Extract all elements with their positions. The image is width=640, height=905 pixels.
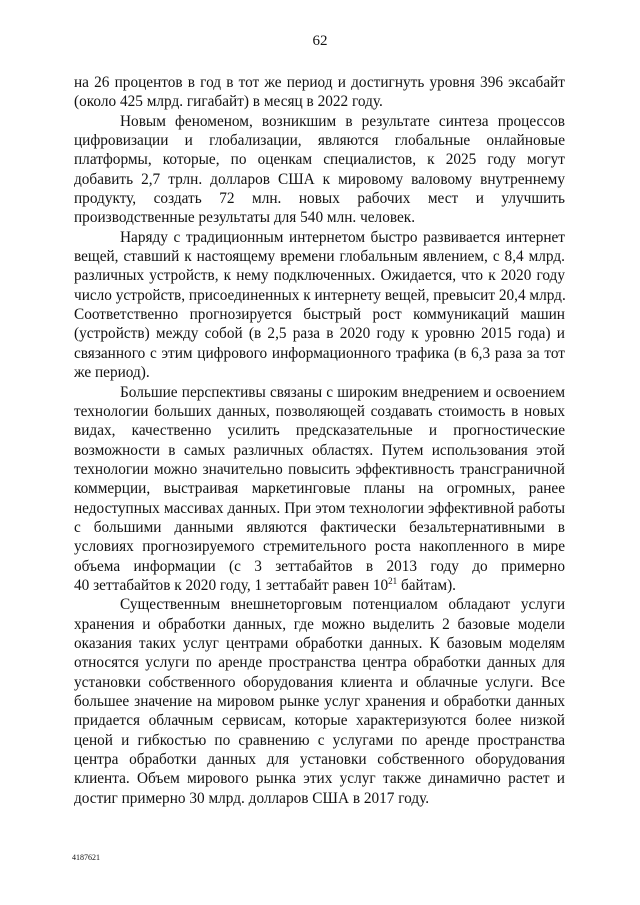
text-line: связанного с этим цифрового информационного трафика (в 6,3 раза за тот — [74, 344, 565, 362]
paragraph — [74, 73, 565, 112]
text-line: с большими данными являются фактически безальтернативными в — [74, 518, 565, 536]
text-line: платформы, которые, по оценкам специалистов, к 2025 году могут — [74, 151, 565, 169]
text-line: Новым феноменом, возникшим в результате синтеза процессов — [120, 112, 565, 130]
text-line: объема информации (с 3 зеттабайтов в 2013 году до примерно — [74, 557, 565, 575]
text-line: продукту, создать 72 млн. новых рабочих мест и улучшить — [74, 190, 565, 208]
superscript-exponent: 21 — [388, 575, 398, 586]
text-line: добавить 2,7 трлн. долларов США к мировому валовому внутреннему — [74, 170, 565, 188]
paragraph — [74, 112, 565, 228]
text-line: цифровизации и глобализации, являются глобальные онлайновые — [74, 132, 565, 150]
paragraph — [74, 228, 565, 383]
document-body — [74, 73, 565, 808]
text-line: видах, качественно усилить предсказательные и прогностические — [74, 422, 565, 440]
text-line — [74, 576, 565, 595]
text-line: (около 425 млрд. гигабайт) в месяц в 2022 году. — [74, 93, 383, 111]
text-line: ценой и гибкостью по сравнению с услугами по аренде пространства — [74, 731, 565, 749]
text-line: Большие перспективы связаны с широким внедрением и освоением — [120, 383, 565, 401]
paragraph — [74, 383, 565, 596]
text-fragment: 40 зеттабайтов к 2020 году, 1 зеттабайт равен 10 — [74, 576, 389, 594]
document-id: 4187621 — [72, 853, 100, 862]
text-line: центра обработки данных для установки собственного оборудования — [74, 751, 565, 769]
text-line: технологии больших данных, позволяющей создавать стоимость в новых — [74, 402, 565, 420]
text-line: коммерции, выстраивая маркетинговые планы на огромных, ранее — [74, 480, 565, 498]
text-line: Соответственно прогнозируется быстрый рост коммуникаций машин — [74, 306, 565, 324]
text-line: установки собственного оборудования клиента и облачные услуги. Все — [74, 673, 565, 691]
paragraph — [74, 595, 565, 808]
text-line: технологии можно значительно повысить эффективность трансграничной — [74, 460, 565, 478]
text-line: производственные результаты для 540 млн. человек. — [74, 209, 416, 227]
text-line: хранения и обработки данных, где можно выделить 2 базовые модели — [74, 615, 565, 633]
text-line: большее значение на мировом рынке услуг хранения и обработки данных — [74, 693, 565, 710]
text-line: относятся услуги по аренде пространства центра обработки данных для — [74, 654, 565, 672]
text-line: Существенным внешнеторговым потенциалом обладают услуги — [120, 596, 565, 614]
text-line: вещей, ставший к настоящему времени глобальным явлением, с 8,4 млрд. — [74, 248, 565, 266]
text-line: достиг примерно 30 млрд. долларов США в 2017 году. — [74, 789, 430, 807]
text-line: Наряду с традиционным интернетом быстро развивается интернет — [120, 228, 565, 246]
text-line: различных устройств, к нему подключенных. Ожидается, что к 2020 году — [74, 267, 565, 285]
text-line: число устройств, присоединенных к интернету вещей, превысит 20,4 млрд. — [74, 286, 566, 304]
page-number: 62 — [312, 33, 328, 49]
text-fragment: байтам). — [397, 576, 456, 594]
text-line: недоступных массивах данных. При этом технологии эффективной работы — [74, 499, 565, 517]
text-line: возможности в самых различных областях. Путем использования этой — [74, 441, 565, 459]
text-line: оказания таких услуг центрами обработки данных. К базовым моделям — [74, 634, 565, 652]
text-line: клиента. Объем мирового рынка этих услуг также динамично растет и — [74, 770, 565, 788]
text-line: придается облачным сервисам, которые характеризуются более низкой — [74, 712, 565, 730]
text-line: (устройств) между собой (в 2,5 раза в 2020 году к уровню 2015 года) и — [74, 325, 565, 343]
text-line: условиях прогнозируемого стремительного роста накопленного в мире — [74, 538, 565, 556]
text-line: на 26 процентов в год в тот же период и достигнуть уровня 396 эксабайт — [74, 74, 565, 91]
text-line: же период). — [74, 364, 150, 382]
